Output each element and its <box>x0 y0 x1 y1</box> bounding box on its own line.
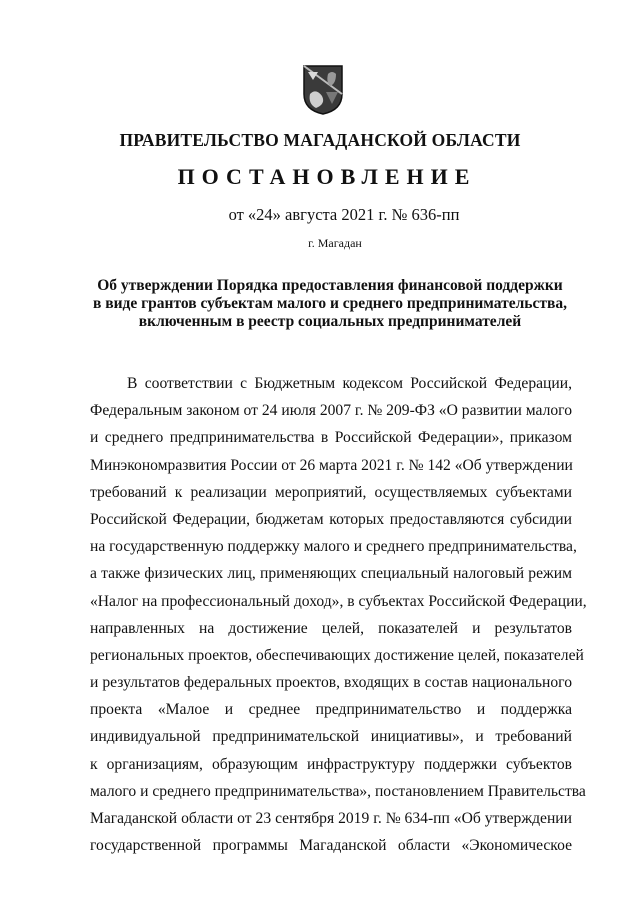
government-heading: ПРАВИТЕЛЬСТВО МАГАДАНСКОЙ ОБЛАСТИ <box>119 130 521 150</box>
body-line: и среднего предпринимательства в Российской Федерации», приказом <box>90 429 572 447</box>
body-line: направленных на достижение целей, показателей и результатов <box>90 619 572 637</box>
decree-title <box>90 277 570 331</box>
body-line: Федеральным законом от 24 июля 2007 г. № 209-ФЗ «О развитии малого <box>90 402 572 420</box>
body-line: а также физических лиц, применяющих специальный налоговый режим <box>90 565 572 583</box>
title-line: Об утверждении Порядка предоставления финансовой поддержки <box>97 277 563 294</box>
body-line: В соответствии с Бюджетным кодексом Российской Федерации, <box>127 375 572 392</box>
body-line: Российской Федерации, бюджетам которых предоставляются субсидии <box>90 510 572 528</box>
body-line: Магаданской области от 23 сентября 2019 г. № 634-пп «Об утверждении <box>90 810 572 827</box>
title-line: включенным в реестр социальных предпринимателей <box>138 313 522 330</box>
city-line: г. Магадан <box>308 236 362 250</box>
body-line: «Налог на профессиональный доход», в субъектах Российской Федерации, <box>90 592 587 610</box>
body-line: проекта «Малое и среднее предпринимательство и поддержка <box>90 701 572 719</box>
body-line: Минэкономразвития России от 26 марта 2021 г. № 142 «Об утверждении <box>90 456 573 474</box>
body-line: к организациям, образующим инфраструктуру поддержки субъектов <box>90 755 572 773</box>
title-line: в виде грантов субъектам малого и среднего предпринимательства, <box>93 295 567 312</box>
body-line: региональных проектов, обеспечивающих достижение целей, показателей <box>90 646 584 664</box>
body-paragraph <box>90 370 587 859</box>
coat-of-arms-emblem <box>302 64 344 116</box>
body-line: малого и среднего предпринимательства», постановлением Правительства <box>90 782 586 800</box>
body-line: индивидуальной предпринимательской инициативы», и требований <box>90 728 572 746</box>
body-line: государственной программы Магаданской области «Экономическое <box>90 837 572 855</box>
body-line: на государственную поддержку малого и среднего предпринимательства, <box>90 538 577 556</box>
body-line: требований к реализации мероприятий, осуществляемых субъектами <box>90 483 572 501</box>
body-line: и результатов федеральных проектов, входящих в состав национального <box>90 674 572 692</box>
document-type-heading: ПОСТАНОВЛЕНИЕ <box>177 164 477 189</box>
date-number-line: от «24» августа 2021 г. № 636-пп <box>228 205 460 224</box>
